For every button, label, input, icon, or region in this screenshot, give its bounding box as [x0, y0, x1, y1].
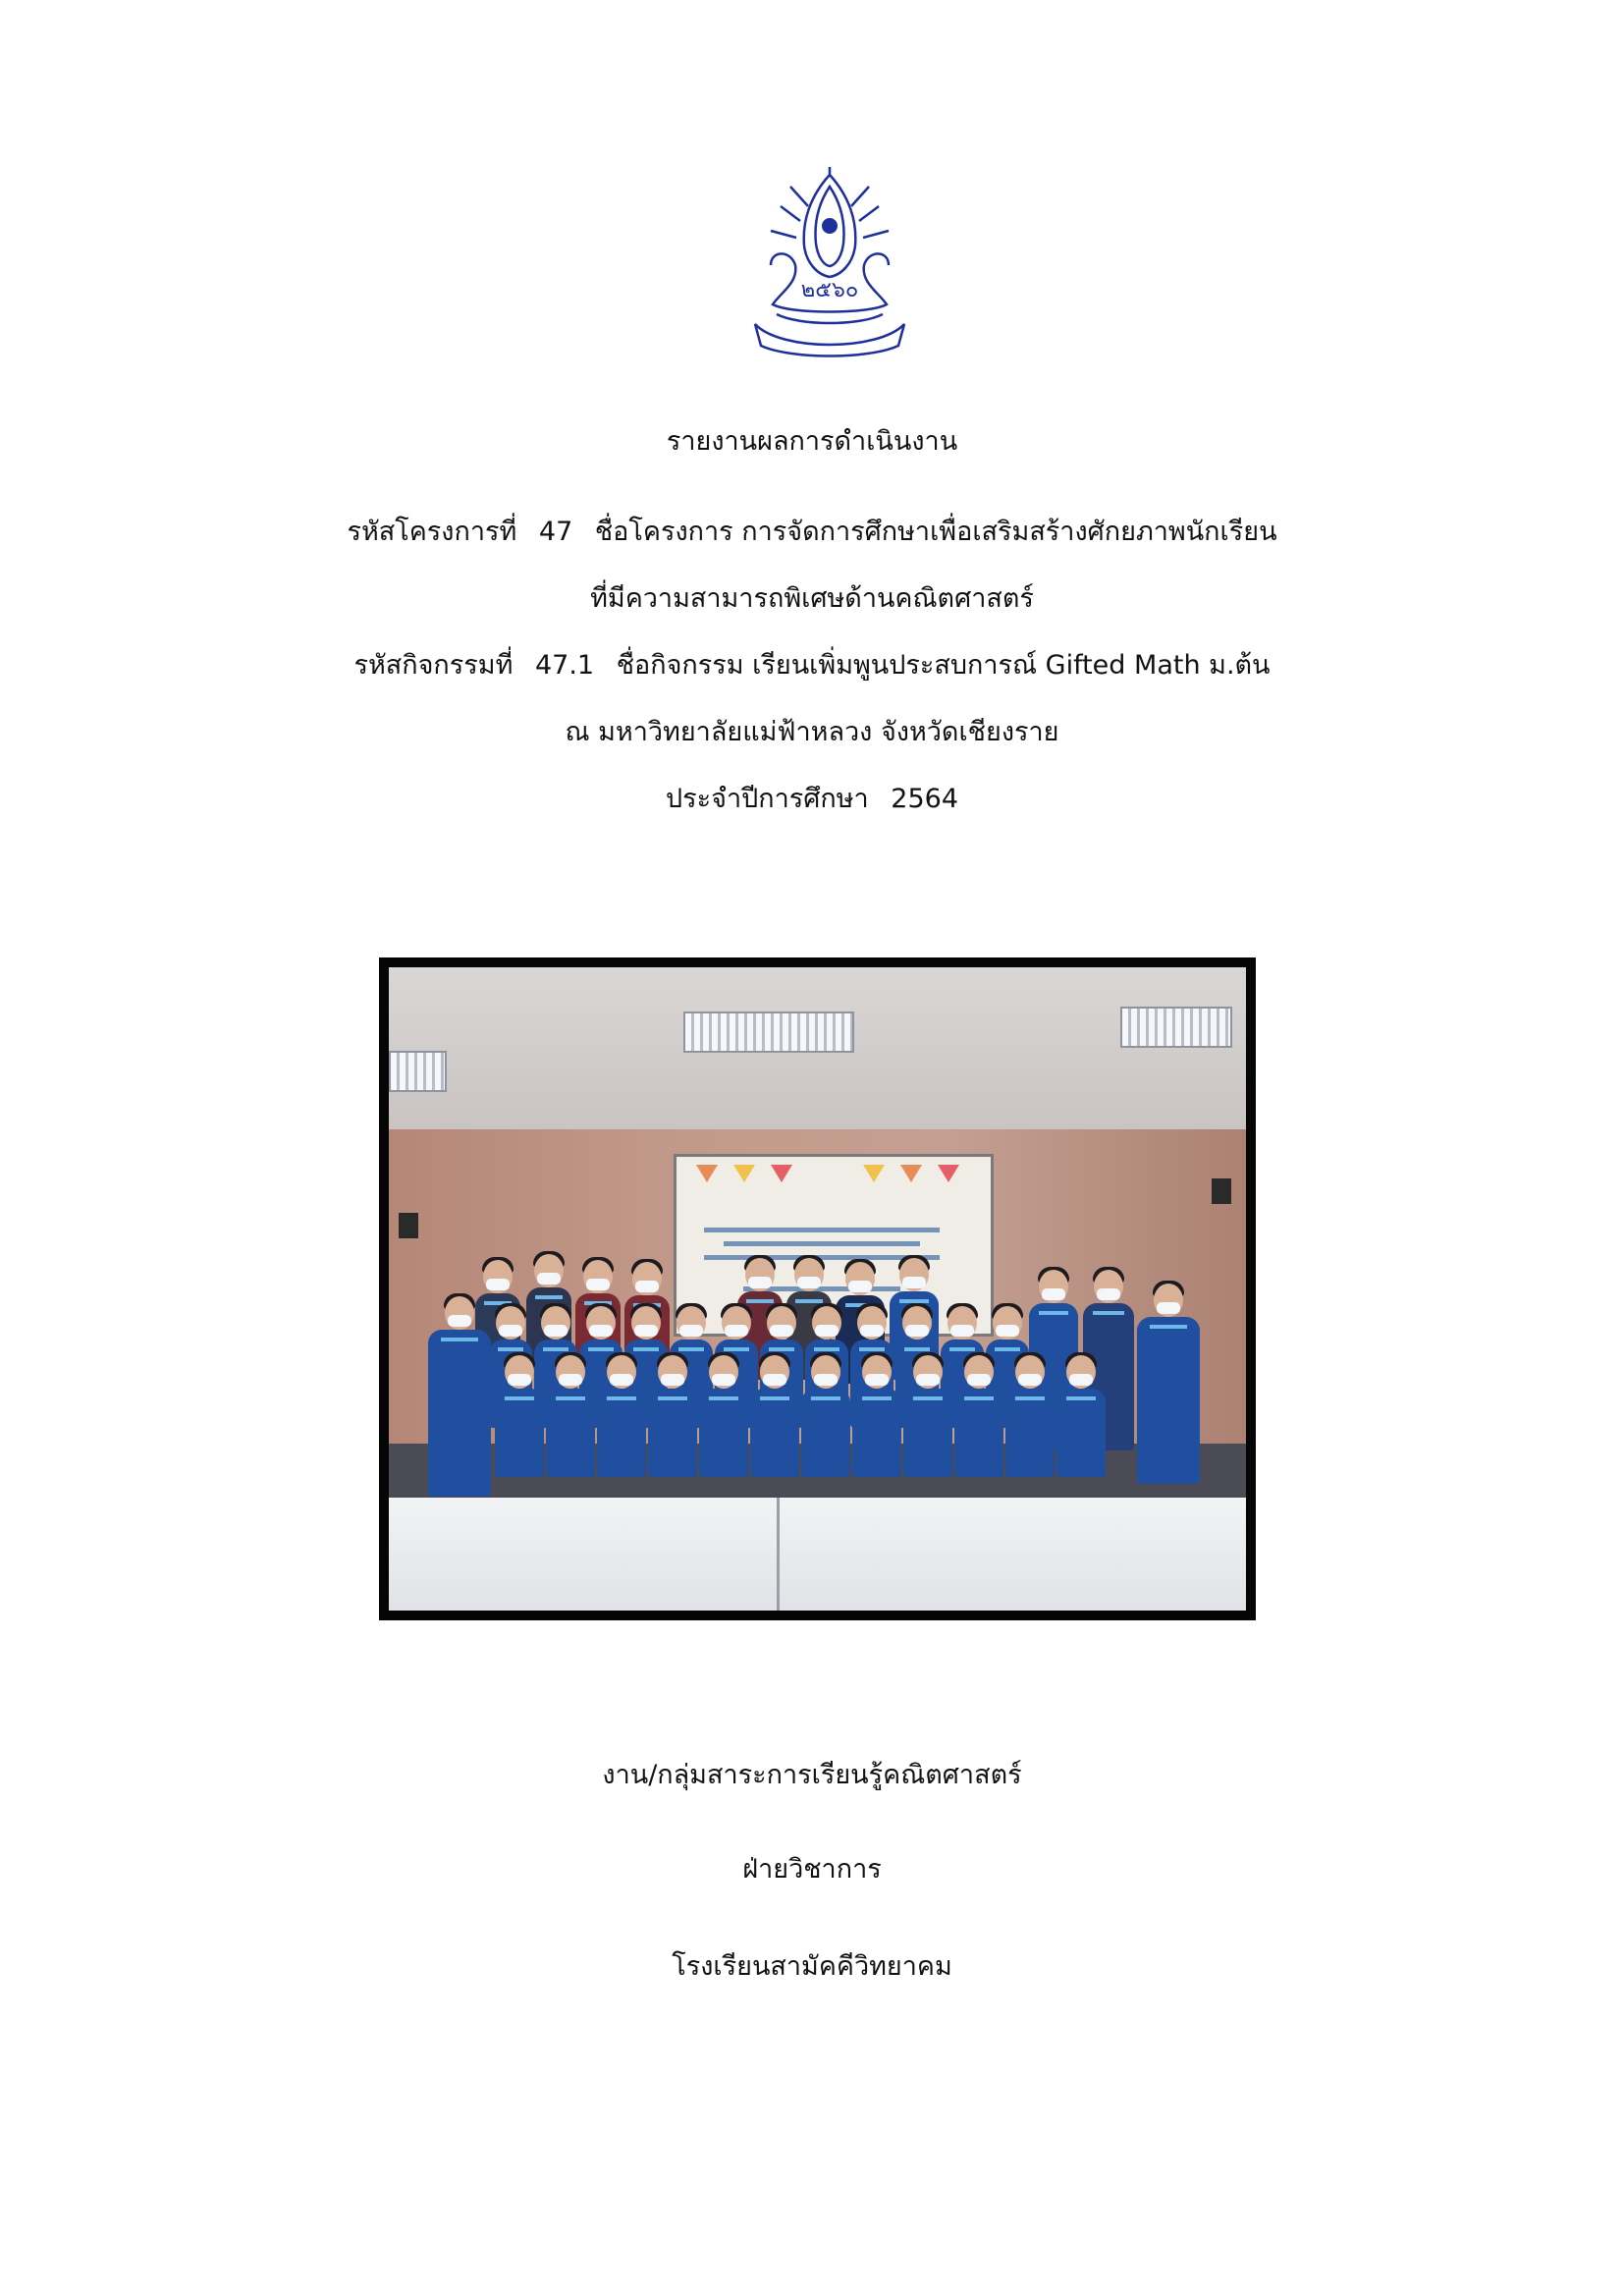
project-name-label: ชื่อโครงการ: [594, 517, 733, 547]
division: ฝ่ายวิชาการ: [742, 1854, 882, 1885]
group-photo-frame: [379, 957, 1256, 1620]
svg-text:๒๕๖๐: ๒๕๖๐: [800, 278, 859, 302]
school-name: โรงเรียนสามัคคีวิทยาคม: [672, 1951, 952, 1982]
department: งาน/กลุ่มสาระการเรียนรู้คณิตศาสตร์: [602, 1760, 1022, 1790]
academic-year-line: [0, 780, 1624, 819]
activity-name: เรียนเพิ่มพูนประสบการณ์ Gifted Math ม.ต้น: [752, 650, 1271, 681]
project-name-continued: ที่มีความสามารถพิเศษด้านคณิตศาสตร์: [590, 583, 1034, 614]
project-line: [0, 513, 1624, 552]
group-photo: [389, 967, 1246, 1611]
activity-code: 47.1: [534, 650, 595, 681]
report-heading: รายงานผลการดำเนินงาน: [666, 426, 958, 457]
project-name: การจัดการศึกษาเพื่อเสริมสร้างศักยภาพนักเรียน: [741, 517, 1277, 547]
year-label: ประจำปีการศึกษา: [665, 784, 869, 814]
activity-code-label: รหัสกิจกรรมที่: [353, 650, 514, 681]
project-code: 47: [538, 517, 573, 547]
activity-line: [0, 646, 1624, 685]
venue: ณ มหาวิทยาลัยแม่ฟ้าหลวง จังหวัดเชียงราย: [565, 717, 1059, 747]
project-code-label: รหัสโครงการที่: [347, 517, 517, 547]
activity-name-label: ชื่อกิจกรรม: [616, 650, 744, 681]
year: 2564: [891, 784, 959, 814]
school-emblem-icon: [741, 167, 918, 363]
